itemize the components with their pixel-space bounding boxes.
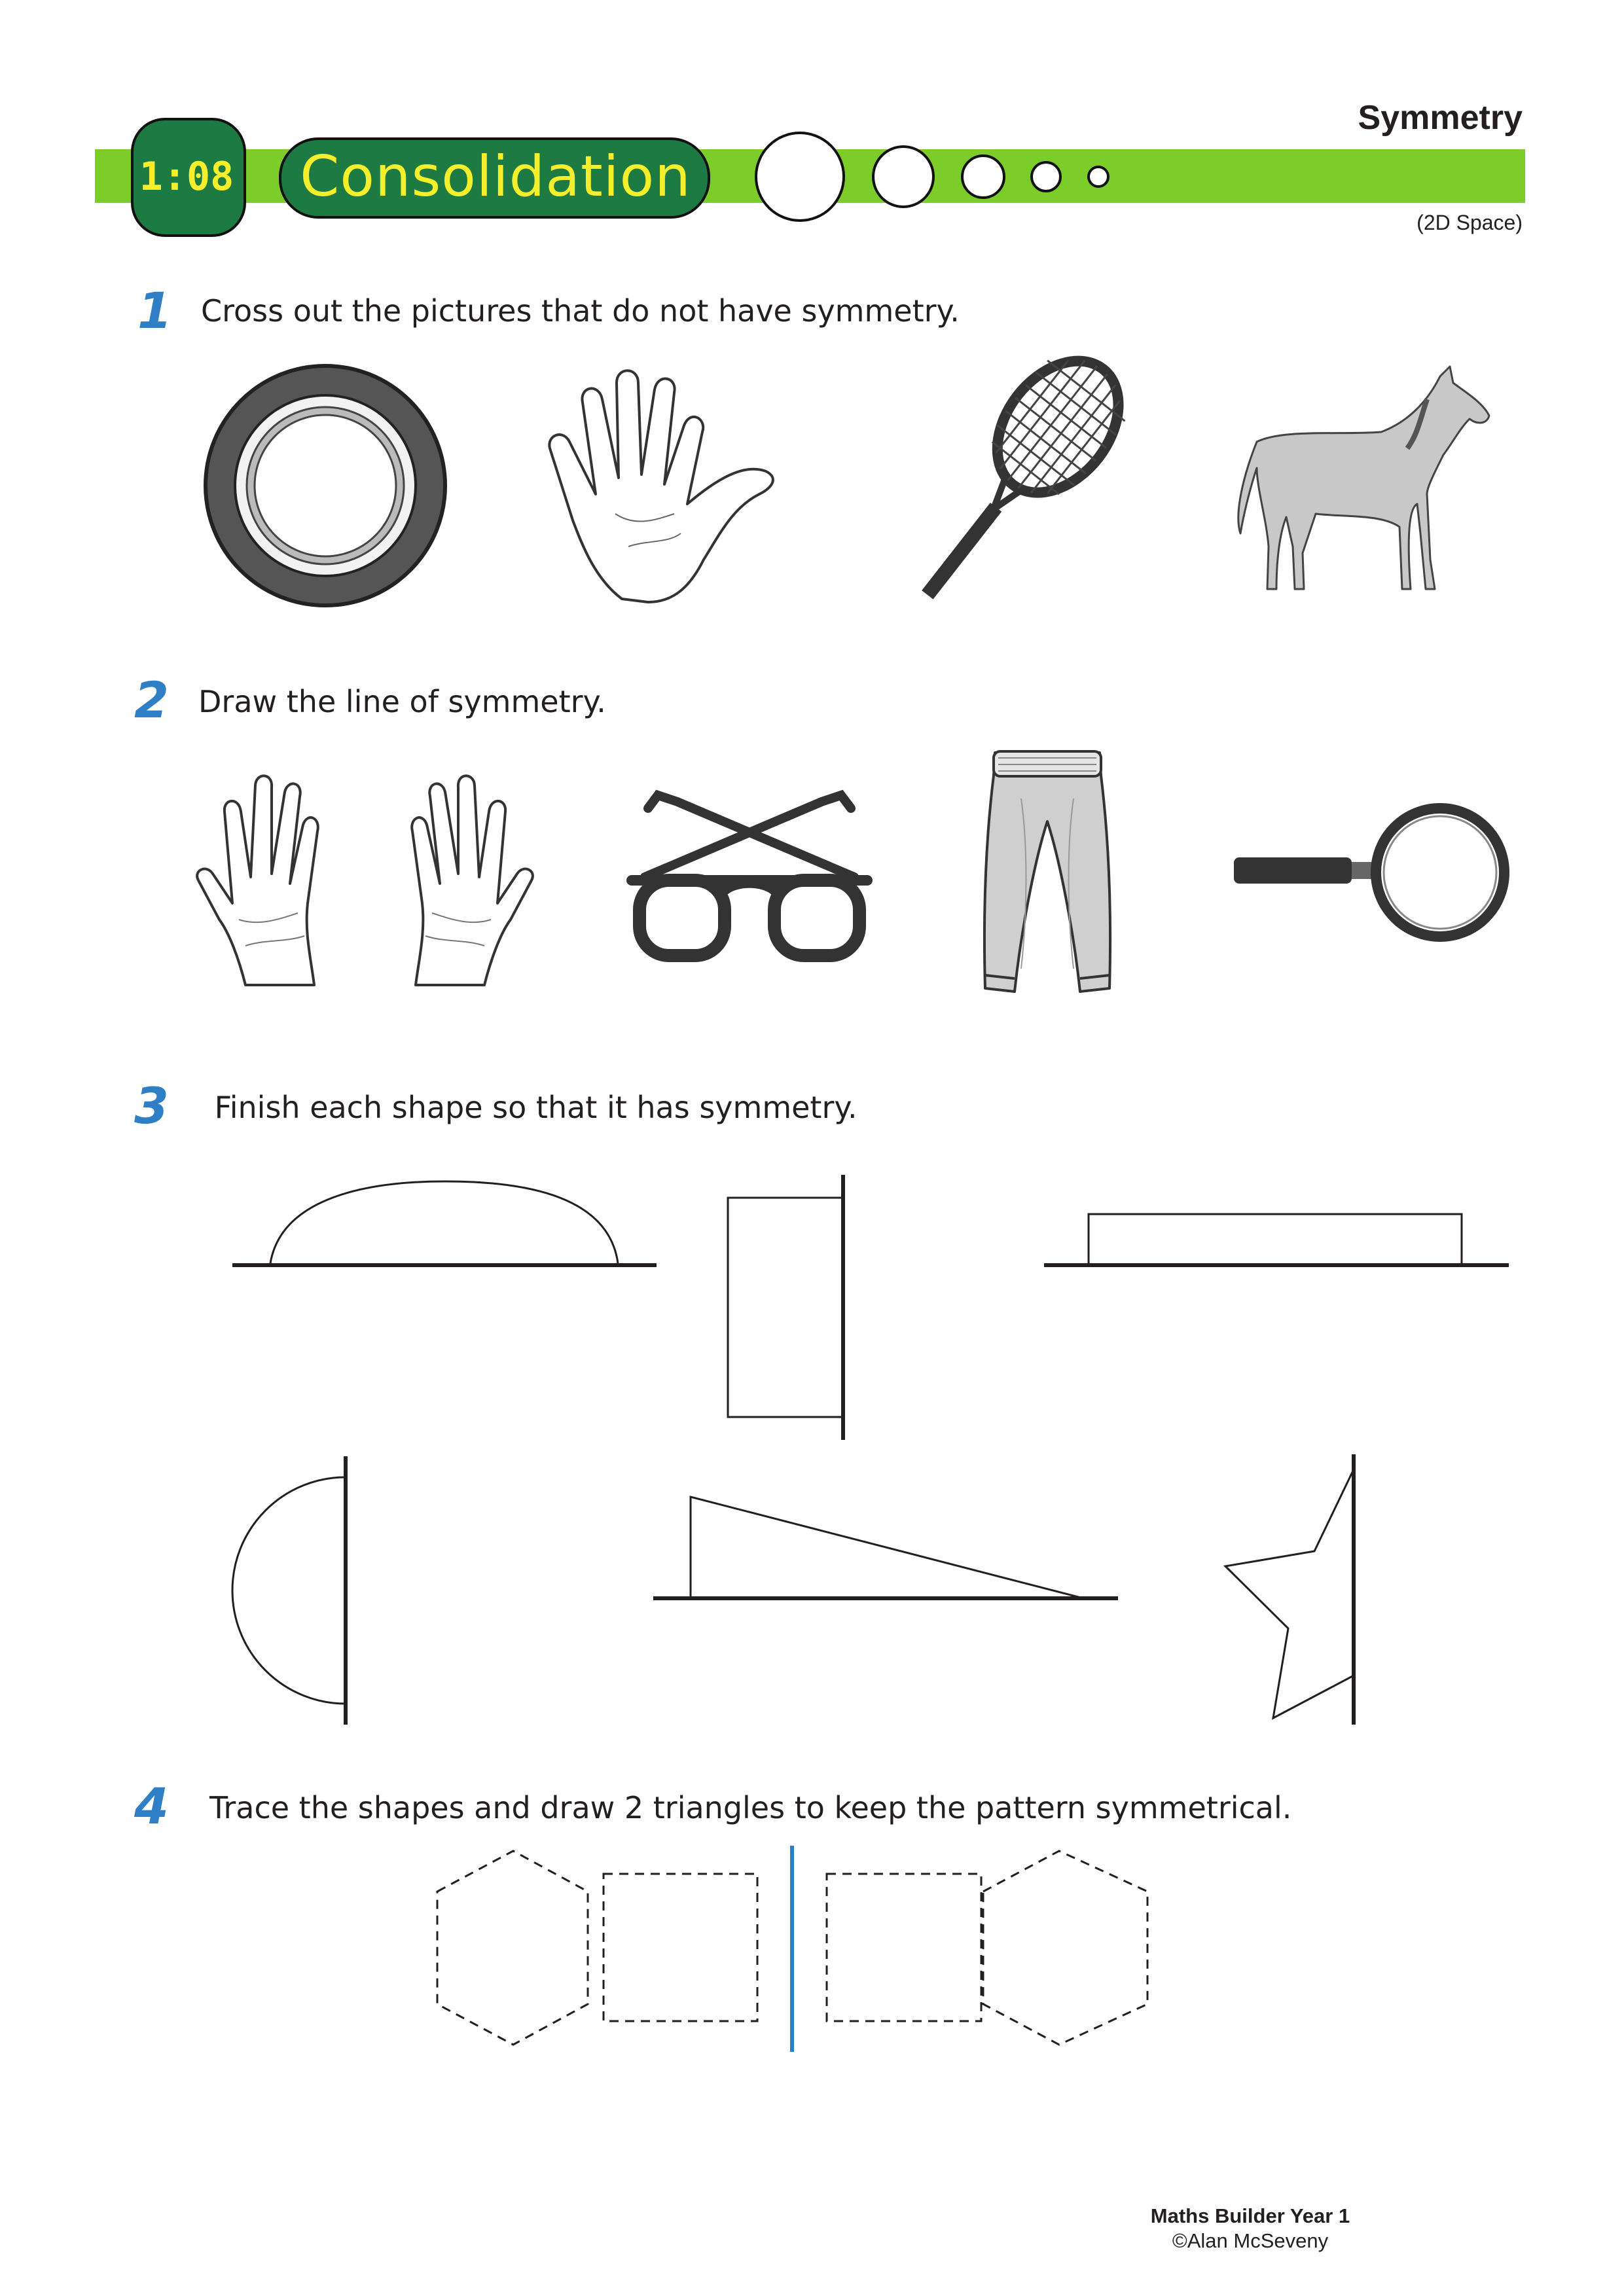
question-2-text: Draw the line of symmetry.: [198, 684, 606, 719]
question-3-text: Finish each shape so that it has symmetry.: [205, 1090, 857, 1125]
tennis-racket-icon[interactable]: [897, 353, 1132, 615]
decor-circle-2: [873, 147, 933, 207]
decor-circle-4: [1032, 162, 1060, 191]
pair-of-hands-icon[interactable]: [193, 762, 537, 988]
hand-icon[interactable]: [543, 363, 792, 605]
header-graphic: [0, 0, 1624, 275]
decor-circle-5: [1089, 167, 1108, 187]
question-3-number: 3: [134, 1077, 169, 1135]
magnifying-glass-icon[interactable]: [1231, 802, 1499, 949]
decor-circle-3: [962, 156, 1004, 198]
topic-title: Symmetry: [1358, 99, 1523, 137]
tyre-icon[interactable]: [203, 363, 448, 609]
question-1-text: Cross out the pictures that do not have symmetry.: [201, 293, 960, 329]
decor-circle-1: [756, 133, 844, 221]
dashed-hexagon-left[interactable]: [437, 1851, 588, 2045]
half-dome-shape[interactable]: [232, 1181, 657, 1265]
dashed-square-left[interactable]: [604, 1874, 757, 2021]
question-4-text: Trace the shapes and draw 2 triangles to keep the pattern symmetrical.: [209, 1790, 1292, 1825]
glasses-icon[interactable]: [625, 782, 874, 972]
footer-book-title: Maths Builder Year 1: [1150, 2204, 1350, 2227]
lesson-code: 1:08: [139, 154, 234, 200]
half-triangle-shape[interactable]: [653, 1497, 1118, 1598]
subtopic-label: (2D Space): [1416, 211, 1523, 234]
half-rectangle-horizontal-shape[interactable]: [1044, 1214, 1509, 1265]
section-title: Consolidation: [300, 143, 691, 209]
half-circle-shape[interactable]: [232, 1456, 346, 1725]
trousers-icon[interactable]: [982, 746, 1113, 1008]
horse-icon[interactable]: [1231, 363, 1492, 596]
half-star-shape[interactable]: [1225, 1454, 1354, 1725]
question-1-number: 1: [137, 281, 172, 340]
question-2-number: 2: [134, 671, 169, 729]
question-4-number: 4: [134, 1777, 169, 1835]
dashed-square-right[interactable]: [827, 1874, 981, 2021]
half-rectangle-vertical-shape[interactable]: [728, 1175, 843, 1440]
footer-copyright: ©Alan McSeveny: [1172, 2229, 1329, 2252]
dashed-hexagon-right[interactable]: [983, 1851, 1147, 2045]
